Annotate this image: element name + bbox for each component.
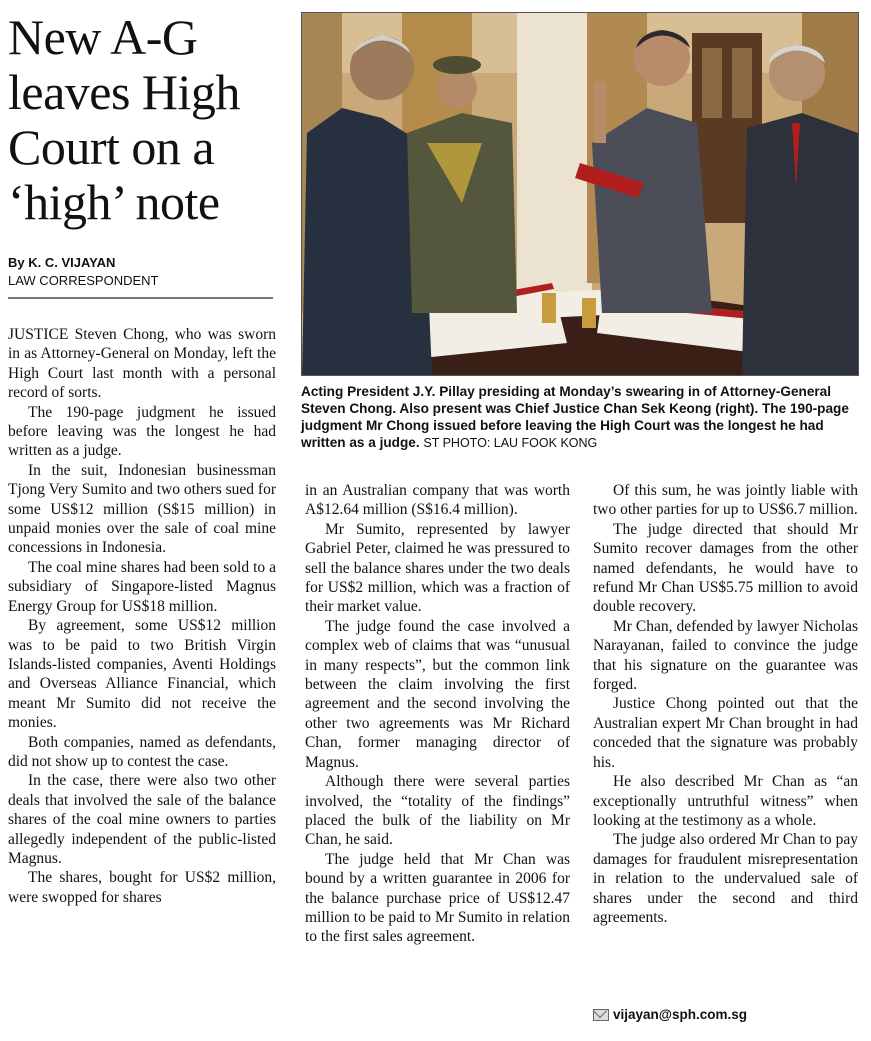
article-paragraph: The coal mine shares had been sold to a subsidiary of Singapore-listed Magnus Energy Group for US$18 million. <box>8 558 276 615</box>
article-paragraph: JUSTICE Steven Chong, who was sworn in as Attorney-General on Monday, left the High Court last month with a personal record of sorts. <box>8 326 276 402</box>
article-paragraph: Justice Chong pointed out that the Australian expert Mr Chan brought in had conceded that the signature was probably his. <box>593 695 858 771</box>
headline-line-4: ‘high’ note <box>8 174 220 230</box>
article-paragraph: Mr Sumito, represented by lawyer Gabriel Peter, claimed he was pressured to sell the balance shares under the two deals for US$2 million, which was a fraction of their market value. <box>305 520 570 616</box>
photo-illustration <box>302 13 858 375</box>
article-paragraph: In the case, there were also two other deals that involved the sale of the balance shares of the coal mine owners to parties allegedly independent of the public-listed Magnus. <box>8 772 276 867</box>
photo-credit: ST PHOTO: LAU FOOK KONG <box>423 436 598 450</box>
article-paragraph: The judge held that Mr Chan was bound by a written guarantee in 2006 for the balance purchase price of US$12.47 million to be paid to Mr Sumito in relation to the first sales agreement. <box>305 850 570 946</box>
article-paragraph: The shares, bought for US$2 million, were swopped for shares <box>8 869 276 906</box>
headline <box>8 10 293 230</box>
article-paragraph: The judge also ordered Mr Chan to pay damages for fraudulent misrepresentation in relation to the undervalued sale of shares under the second and third agreements. <box>593 831 858 926</box>
article-paragraph: The judge found the case involved a complex web of claims that was “unusual in many respects”, but the common link between the claim involving the first agreement and the second involving the other two agreements was Mr Richard Chan, former managing director of Magnus. <box>305 617 570 771</box>
article-paragraph: Mr Chan, defended by lawyer Nicholas Narayanan, failed to convince the judge that his signature on the guarantee was forged. <box>593 617 858 694</box>
headline-line-2: leaves High <box>8 64 240 120</box>
mail-icon <box>593 1009 609 1021</box>
article-paragraph: In the suit, Indonesian businessman Tjong Very Sumito and two others sued for some US$12 million (S$15 million) in unpaid monies over the sale of coal mine concessions in Indonesia. <box>8 461 276 557</box>
article-paragraph: Both companies, named as defendants, did not show up to contest the case. <box>8 733 276 770</box>
article-paragraph: Of this sum, he was jointly liable with two other parties for up to US$6.7 million. <box>593 482 858 519</box>
article-column-1 <box>8 325 276 907</box>
article-paragraph: The judge directed that should Mr Sumito recover damages from the other named defendants, he would have to refund Mr Chan US$5.75 million to avoid double recovery. <box>593 520 858 616</box>
author-email-address[interactable]: vijayan@sph.com.sg <box>613 1007 747 1022</box>
byline-divider <box>8 297 273 299</box>
article-paragraph: Although there were several parties involved, the “totality of the findings” placed the bulk of the liability on Mr Chan, he said. <box>305 773 570 849</box>
byline <box>8 254 273 290</box>
article-paragraph: By agreement, some US$12 million was to be paid to two British Virgin Islands-listed companies, Aventi Holdings and Overseas Alliance Financial, which meant Mr Sumito did not receive the monies. <box>8 617 276 732</box>
headline-line-3: Court on a <box>8 119 215 175</box>
article-paragraph: in an Australian company that was worth A$12.64 million (S$16.4 million). <box>305 482 570 519</box>
photo-caption <box>301 383 861 452</box>
byline-author: By K. C. VIJAYAN <box>8 255 116 270</box>
article-column-2 <box>305 481 570 947</box>
byline-role: LAW CORRESPONDENT <box>8 273 159 288</box>
article-paragraph: He also described Mr Chan as “an exceptionally untruthful witness” when looking at the testimony as a whole. <box>593 773 858 829</box>
news-photo <box>301 12 859 376</box>
article-paragraph: The 190-page judgment he issued before leaving was the longest he had written as a judge. <box>8 403 276 460</box>
caption-text: Acting President J.Y. Pillay presiding at Monday’s swearing in of Attorney-General Steven Chong. Also present was Chief Justice Chan Sek Keong (right). The 190-page judgment Mr Chong issued before leaving the High Court was the longest he had written as a judge. <box>301 384 849 450</box>
headline-line-1: New A-G <box>8 9 198 65</box>
article-column-3 <box>593 481 858 927</box>
author-email[interactable] <box>593 1007 747 1022</box>
